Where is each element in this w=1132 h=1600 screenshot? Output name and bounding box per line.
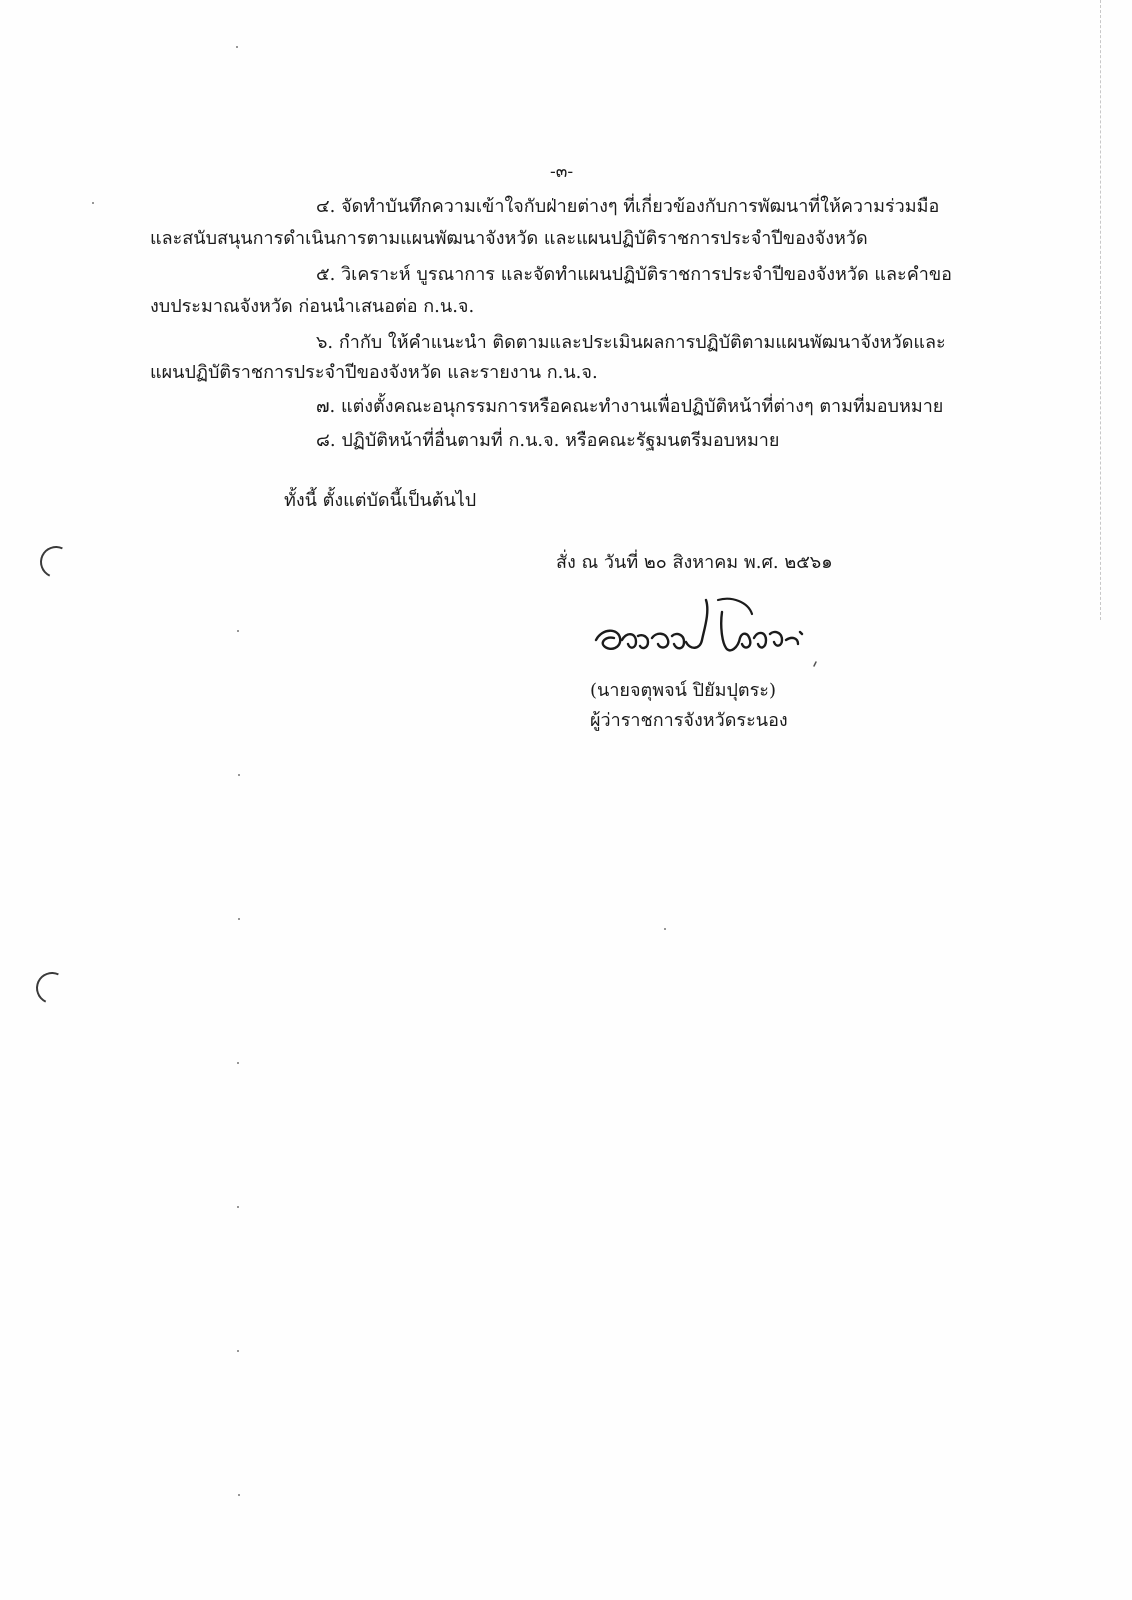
effective-statement: ทั้งนี้ ตั้งแต่บัดนี้เป็นต้นไป bbox=[284, 490, 477, 511]
signer-position: ผู้ว่าราชการจังหวัดระนอง bbox=[590, 710, 788, 731]
scan-speck bbox=[238, 774, 240, 776]
order-date: สั่ง ณ วันที่ ๒๐ สิงหาคม พ.ศ. ๒๕๖๑ bbox=[556, 552, 833, 573]
item-5-line-1: ๕. วิเคราะห์ บูรณาการ และจัดทำแผนปฏิบัติราชการประจำปีของจังหวัด และคำขอ bbox=[316, 264, 952, 285]
scan-speck bbox=[664, 928, 666, 930]
scan-speck bbox=[237, 1350, 239, 1352]
item-5-line-2: งบประมาณจังหวัด ก่อนนำเสนอต่อ ก.น.จ. bbox=[150, 296, 475, 317]
punch-hole-mark bbox=[35, 541, 76, 582]
item-6-line-2: แผนปฏิบัติราชการประจำปีของจังหวัด และรายงาน ก.น.จ. bbox=[150, 362, 598, 383]
scan-speck bbox=[237, 1062, 239, 1064]
signer-name: (นายจตุพจน์ ปิยัมปุตระ) bbox=[590, 680, 776, 701]
item-4-line-2: และสนับสนุนการดำเนินการตามแผนพัฒนาจังหวัด และแผนปฏิบัติราชการประจำปีของจังหวัด bbox=[150, 228, 868, 249]
item-7-line: ๗. แต่งตั้งคณะอนุกรรมการหรือคณะทำงานเพื่อปฏิบัติหน้าที่ต่างๆ ตามที่มอบหมาย bbox=[316, 396, 944, 417]
scan-speck bbox=[238, 918, 240, 920]
scan-speck bbox=[238, 1494, 240, 1496]
item-6-line-1: ๖. กำกับ ให้คำแนะนำ ติดตามและประเมินผลการปฏิบัติตามแผนพัฒนาจังหวัดและ bbox=[316, 332, 946, 353]
scan-speck bbox=[92, 202, 94, 204]
punch-hole-mark bbox=[31, 967, 72, 1008]
scan-speck bbox=[236, 46, 238, 48]
scan-speck bbox=[237, 630, 239, 632]
item-4-line-1: ๔. จัดทำบันทึกความเข้าใจกับฝ่ายต่างๆ ที่เกี่ยวข้องกับการพัฒนาที่ให้ความร่วมมือ bbox=[316, 196, 940, 217]
scan-speck bbox=[237, 1206, 239, 1208]
item-8-line: ๘. ปฏิบัติหน้าที่อื่นตามที่ ก.น.จ. หรือคณะรัฐมนตรีมอบหมาย bbox=[316, 430, 780, 451]
page-number: -๓- bbox=[550, 162, 574, 182]
scan-edge-line bbox=[1100, 0, 1102, 620]
handwritten-signature bbox=[592, 592, 832, 672]
